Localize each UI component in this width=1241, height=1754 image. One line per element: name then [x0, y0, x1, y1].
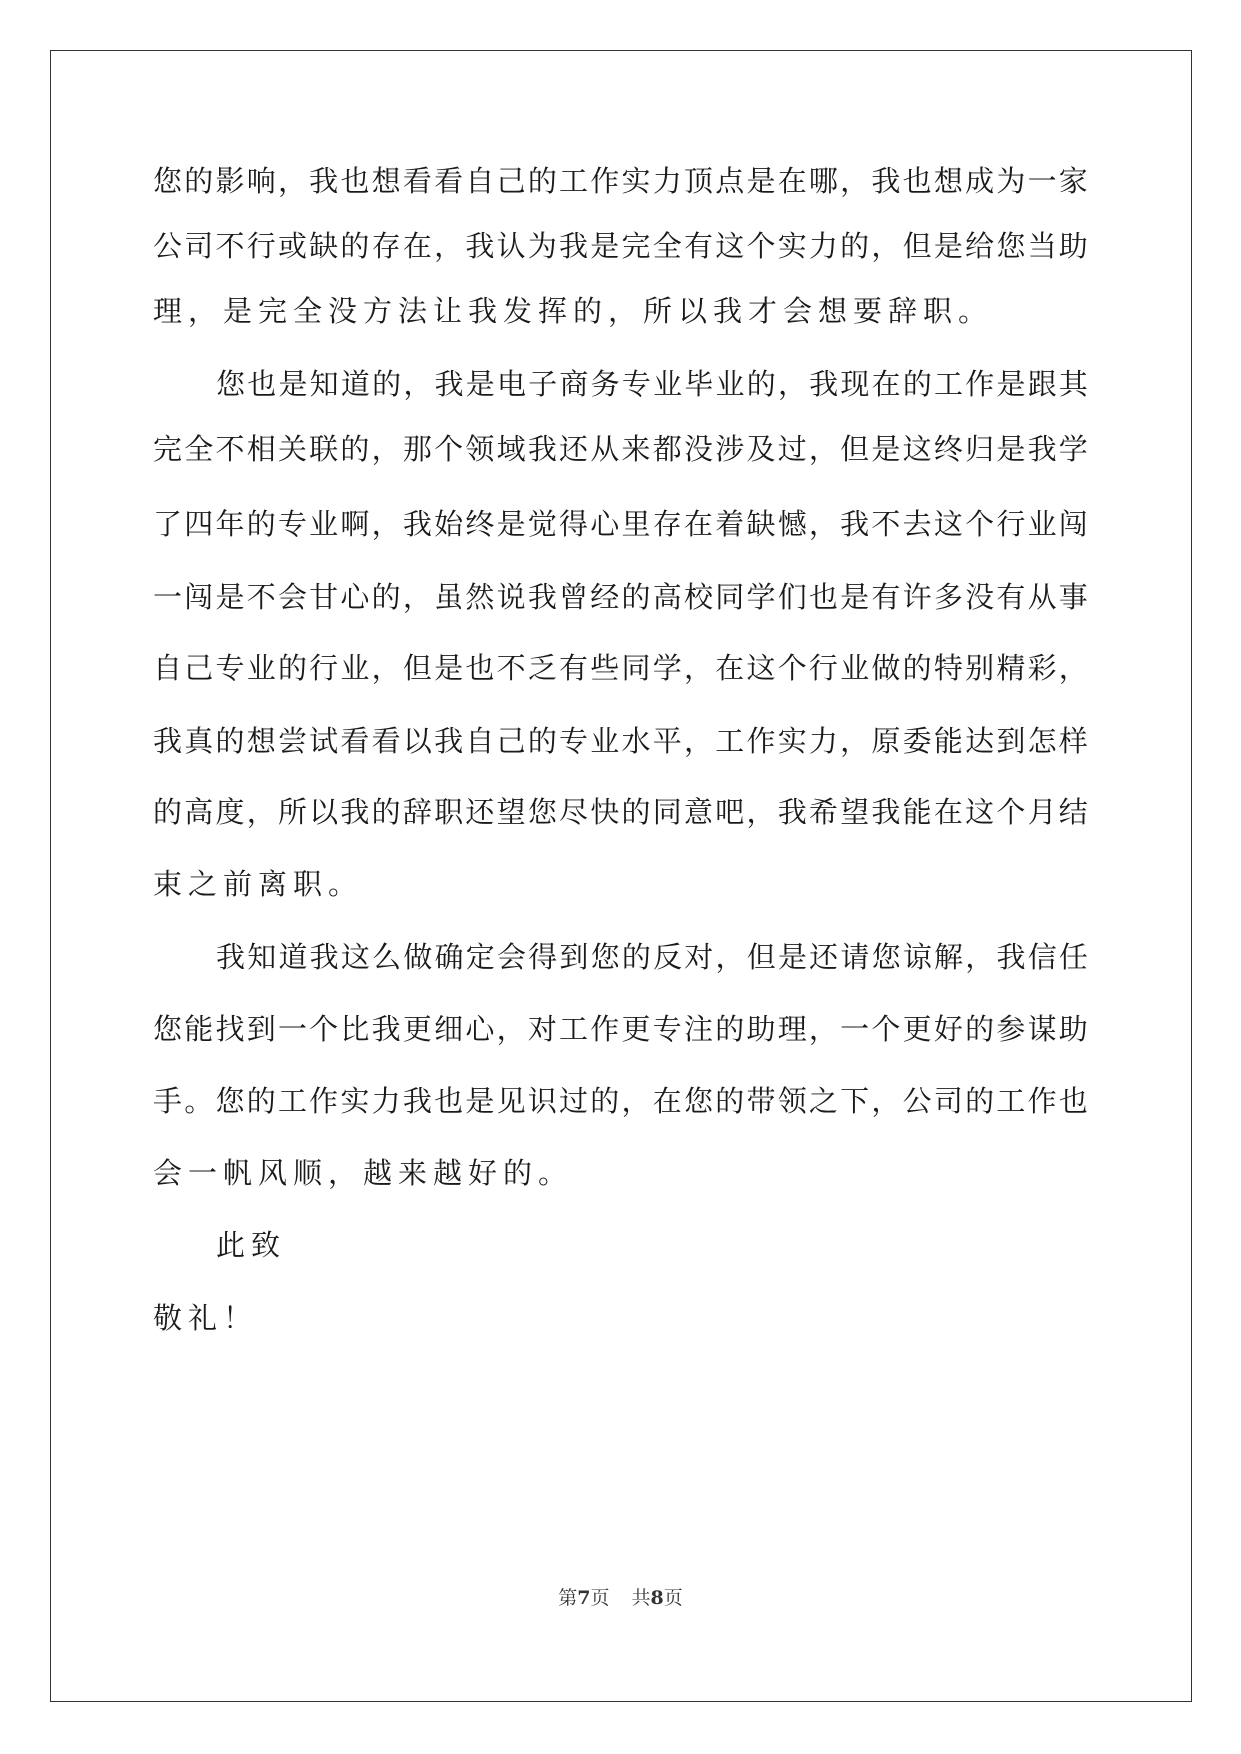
text-line: 理，是完全没方法让我发挥的，所以我才会想要辞职。	[153, 294, 994, 328]
current-page-number: 7	[577, 1587, 591, 1609]
salutation: 此致	[216, 1228, 287, 1262]
page-prefix: 第	[558, 1587, 578, 1609]
text-line: 自 己 专 业 的 行 业 ， 但 是 也 不 乏 有 些 同 学 ， 在 这 个 行 业 做 的 特 别 精 彩 ，	[153, 651, 1088, 685]
closing: 敬礼！	[153, 1301, 259, 1335]
text-line: 一 闯 是 不 会 甘 心 的 ， 虽 然 说 我 曾 经 的 高 校 同 学 们 也 是 有 许 多 没 有 从 事	[153, 580, 1088, 614]
text-line: 手 。 您 的 工 作 实 力 我 也 是 见 识 过 的 ， 在 您 的 带 领 之 下 ， 公 司 的 工 作 也	[153, 1084, 1088, 1118]
text-line: 我 知 道 我 这 么 做 确 定 会 得 到 您 的 反 对 ， 但 是 还 请 您 谅 解 ， 我 信 任	[216, 940, 1088, 974]
text-line: 束之前离职。	[153, 867, 364, 901]
total-prefix: 共	[631, 1587, 651, 1609]
text-line: 您 也 是 知 道 的 ， 我 是 电 子 商 务 专 业 毕 业 的 ， 我 现 在 的 工 作 是 跟 其	[216, 367, 1088, 401]
text-line: 您 能 找 到 一 个 比 我 更 细 心 ， 对 工 作 更 专 注 的 助 理 ， 一 个 更 好 的 参 谋 助	[153, 1012, 1088, 1046]
page-suffix: 页	[590, 1587, 610, 1609]
page-footer	[0, 1586, 1241, 1610]
text-line: 会一帆风顺，越来越好的。	[153, 1156, 574, 1190]
text-line: 完 全 不 相 关 联 的 ， 那 个 领 域 我 还 从 来 都 没 涉 及 过 ， 但 是 这 终 归 是 我 学	[153, 432, 1088, 466]
text-line: 了 四 年 的 专 业 啊 ， 我 始 终 是 觉 得 心 里 存 在 着 缺 憾 ， 我 不 去 这 个 行 业 闯	[153, 507, 1088, 541]
text-line: 我 真 的 想 尝 试 看 看 以 我 自 己 的 专 业 水 平 ， 工 作 实 力 ， 原 委 能 达 到 怎 样	[153, 724, 1088, 758]
text-line: 的 高 度 ， 所 以 我 的 辞 职 还 望 您 尽 快 的 同 意 吧 ， 我 希 望 我 能 在 这 个 月 结	[153, 795, 1088, 829]
total-pages-number: 8	[650, 1587, 664, 1609]
text-line: 您 的 影 响 ， 我 也 想 看 看 自 己 的 工 作 实 力 顶 点 是 在 哪 ， 我 也 想 成 为 一 家	[153, 164, 1088, 198]
text-line: 公 司 不 行 或 缺 的 存 在 ， 我 认 为 我 是 完 全 有 这 个 实 力 的 ， 但 是 给 您 当 助	[153, 229, 1088, 263]
total-suffix: 页	[663, 1587, 683, 1609]
